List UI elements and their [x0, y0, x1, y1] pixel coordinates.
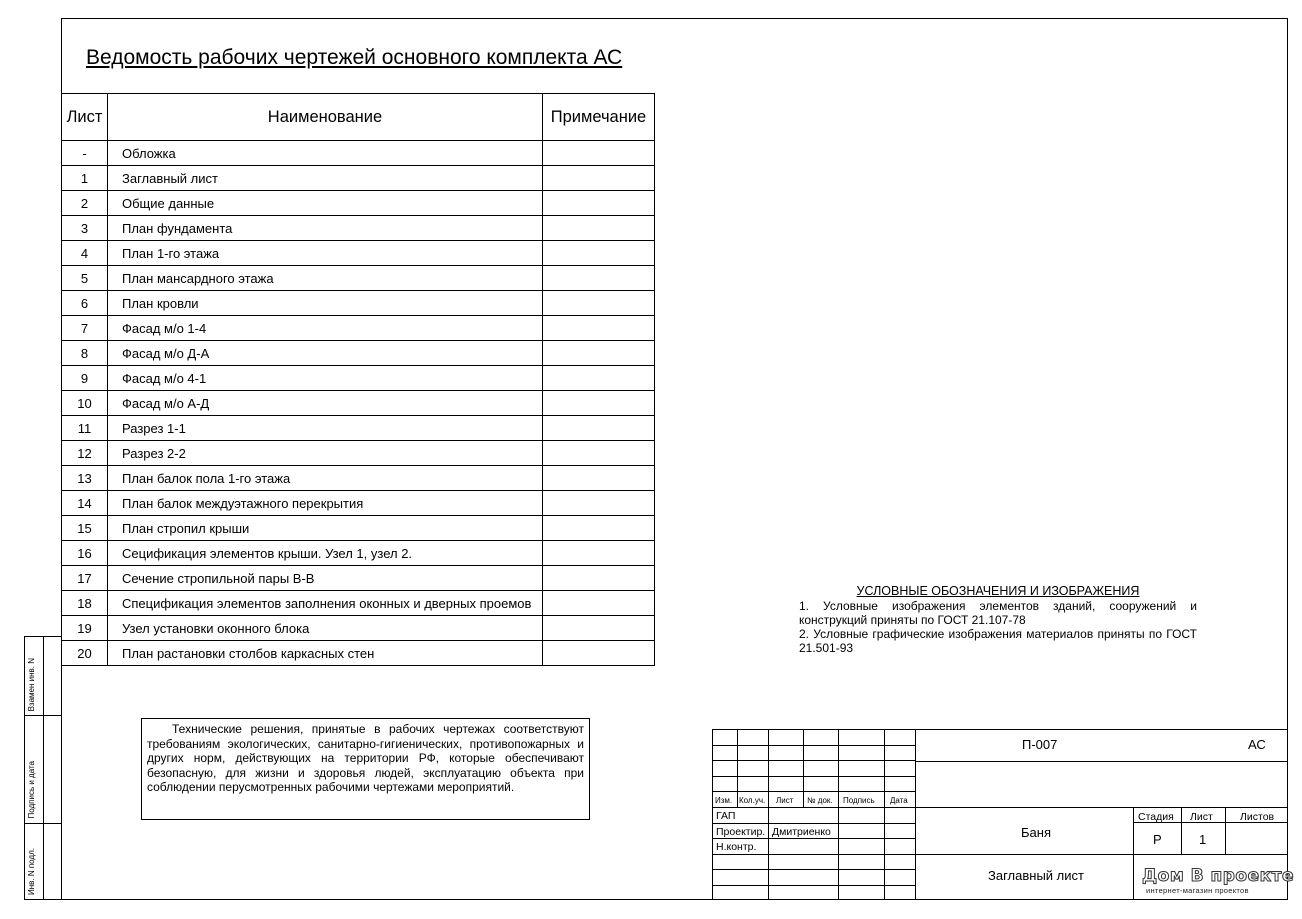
table-row [62, 516, 655, 541]
side-stamp [24, 636, 62, 900]
table-row [62, 266, 655, 291]
sheet-number: 11 [62, 416, 108, 441]
sheet-number: 1 [62, 166, 108, 191]
sheet-name: План 1-го этажа [108, 241, 543, 266]
sheet-number: 15 [62, 516, 108, 541]
drawings-table [61, 93, 655, 666]
side-cell-inv [24, 823, 62, 900]
sheet-note [543, 541, 655, 566]
sheet-note [543, 616, 655, 641]
sheet-number: 12 [62, 441, 108, 466]
sheet-note [543, 291, 655, 316]
legend-item-1: 1. Условные изображения элементов зданий, сооружений и конструкций приняты по ГОСТ 21.107-78 [799, 599, 1197, 627]
sheet-name: Разрез 2-2 [108, 441, 543, 466]
document-title: Ведомость рабочих чертежей основного комплекта АС [86, 46, 623, 69]
table-row [62, 216, 655, 241]
sheet-number: 10 [62, 391, 108, 416]
document-mark: АС [1248, 737, 1266, 752]
table-row [62, 441, 655, 466]
sheet-name: Заглавный лист [108, 166, 543, 191]
stamp-col-koluch: Кол.уч. [739, 796, 766, 805]
sheet-name: Общие данные [108, 191, 543, 216]
sheet-name: Сецификация элементов крыши. Узел 1, узел 2. [108, 541, 543, 566]
header-note: Примечание [543, 94, 655, 141]
sheet-name: Сечение стропильной пары В-В [108, 566, 543, 591]
stamp-nkontr: Н.контр. [716, 841, 757, 853]
company-logo [1140, 859, 1295, 897]
table-row [62, 566, 655, 591]
table-body [62, 141, 655, 666]
sheet-number: 20 [62, 641, 108, 666]
stamp-col-podpis: Подпись [843, 796, 875, 805]
legend-item-2: 2. Условные графические изображения материалов приняты по ГОСТ 21.501-93 [799, 627, 1197, 655]
sheet-number: 13 [62, 466, 108, 491]
sheet-note [543, 491, 655, 516]
side-label-inv: Инв. N подл. [27, 847, 36, 895]
sheet-note [543, 566, 655, 591]
sheet-name: План стропил крыши [108, 516, 543, 541]
side-label-sign: Подпись и дата [27, 761, 36, 819]
sheet-name: План растановки столбов каркасных стен [108, 641, 543, 666]
stamp-col-data: Дата [890, 796, 908, 805]
sheet-note [543, 466, 655, 491]
sheet-number: 17 [62, 566, 108, 591]
sheet-note [543, 141, 655, 166]
table-row [62, 616, 655, 641]
table-row [62, 641, 655, 666]
sheet-note [543, 266, 655, 291]
sheet-number: 8 [62, 341, 108, 366]
table-row [62, 316, 655, 341]
table-row [62, 366, 655, 391]
table-row [62, 291, 655, 316]
sheet-name: Фасад м/о А-Д [108, 391, 543, 416]
table-row [62, 466, 655, 491]
sheet-name: Разрез 1-1 [108, 416, 543, 441]
sheet-name: Спецификация элементов заполнения оконных и дверных проемов [108, 591, 543, 616]
legend-block [799, 584, 1197, 655]
sheet-name: Обложка [108, 141, 543, 166]
sheet-number: 14 [62, 491, 108, 516]
sheet-title: Заглавный лист [988, 868, 1084, 883]
side-cell-replace [24, 636, 62, 716]
table-row [62, 416, 655, 441]
side-cell-sign [24, 715, 62, 824]
sheet-note [543, 341, 655, 366]
stamp-gap: ГАП [716, 810, 736, 822]
sheet-number: 16 [62, 541, 108, 566]
stamp-proektir: Проектир. [716, 826, 766, 838]
sheet-note [543, 191, 655, 216]
sheet-number: 5 [62, 266, 108, 291]
sheet-name: План балок междуэтажного перекрытия [108, 491, 543, 516]
sheet-number: 4 [62, 241, 108, 266]
sheet-name: Фасад м/о 4-1 [108, 366, 543, 391]
sheet-note [543, 166, 655, 191]
sheet-note [543, 441, 655, 466]
header-sheet: Лист [62, 94, 108, 141]
sheet-name: План фундамента [108, 216, 543, 241]
sheet-note [543, 516, 655, 541]
sheet-number: 9 [62, 366, 108, 391]
table-row [62, 241, 655, 266]
sheet-name: План мансардного этажа [108, 266, 543, 291]
stamp-col-izm: Изм. [715, 796, 733, 805]
object-name: Баня [1021, 825, 1051, 840]
sheet-note [543, 216, 655, 241]
technical-note: Технические решения, принятые в рабочих чертежах соответствуют требованиям экологических, санитарно-гигиенических, противопожарных и других норм, действующих на территории РФ, которые обеспечивают безопасную, для жизни и здоровья людей, эксплуатацию объекта при соблюдении перусмотренных рабочими чертежами мероприятий. [141, 718, 590, 820]
sheet-number: 19 [62, 616, 108, 641]
sheet-number: 3 [62, 216, 108, 241]
sheet-name: Фасад м/о Д-А [108, 341, 543, 366]
sheet-note [543, 391, 655, 416]
sheet-note [543, 416, 655, 441]
sheet-number: 7 [62, 316, 108, 341]
table-header-row [62, 94, 655, 141]
logo-subtitle: интернет-магазин проектов [1146, 886, 1249, 895]
sheet-note [543, 641, 655, 666]
sheet-number: 18 [62, 591, 108, 616]
stamp-proektir-name: Дмитриенко [772, 826, 831, 838]
sheet-name: План кровли [108, 291, 543, 316]
sheet-number: 6 [62, 291, 108, 316]
stamp-col-ndok: № док. [807, 796, 833, 805]
table-row [62, 191, 655, 216]
side-label-replace: Взамен инв. N [27, 657, 36, 711]
stamp-list-value: 1 [1199, 832, 1207, 847]
sheet-number: - [62, 141, 108, 166]
stamp-stadiya-label: Стадия [1138, 811, 1174, 823]
sheet-name: План балок пола 1-го этажа [108, 466, 543, 491]
table-row [62, 166, 655, 191]
stamp-list-label: Лист [1190, 811, 1213, 823]
sheet-number: 2 [62, 191, 108, 216]
title-block [712, 729, 1295, 900]
legend-heading: УСЛОВНЫЕ ОБОЗНАЧЕНИЯ И ИЗОБРАЖЕНИЯ [856, 584, 1140, 598]
sheet-note [543, 366, 655, 391]
table-row [62, 341, 655, 366]
table-row [62, 491, 655, 516]
sheet-note [543, 591, 655, 616]
sheet-name: Фасад м/о 1-4 [108, 316, 543, 341]
table-row [62, 391, 655, 416]
table-row [62, 541, 655, 566]
stamp-col-list: Лист [776, 796, 794, 805]
stamp-listov-label: Листов [1240, 811, 1275, 823]
table-row [62, 591, 655, 616]
header-name: Наименование [108, 94, 543, 141]
logo-text: Дом В проекте [1142, 866, 1295, 886]
project-code: П-007 [1022, 737, 1058, 752]
sheet-note [543, 241, 655, 266]
sheet-name: Узел установки оконного блока [108, 616, 543, 641]
stamp-stadiya-value: Р [1153, 832, 1162, 847]
sheet-note [543, 316, 655, 341]
table-row [62, 141, 655, 166]
